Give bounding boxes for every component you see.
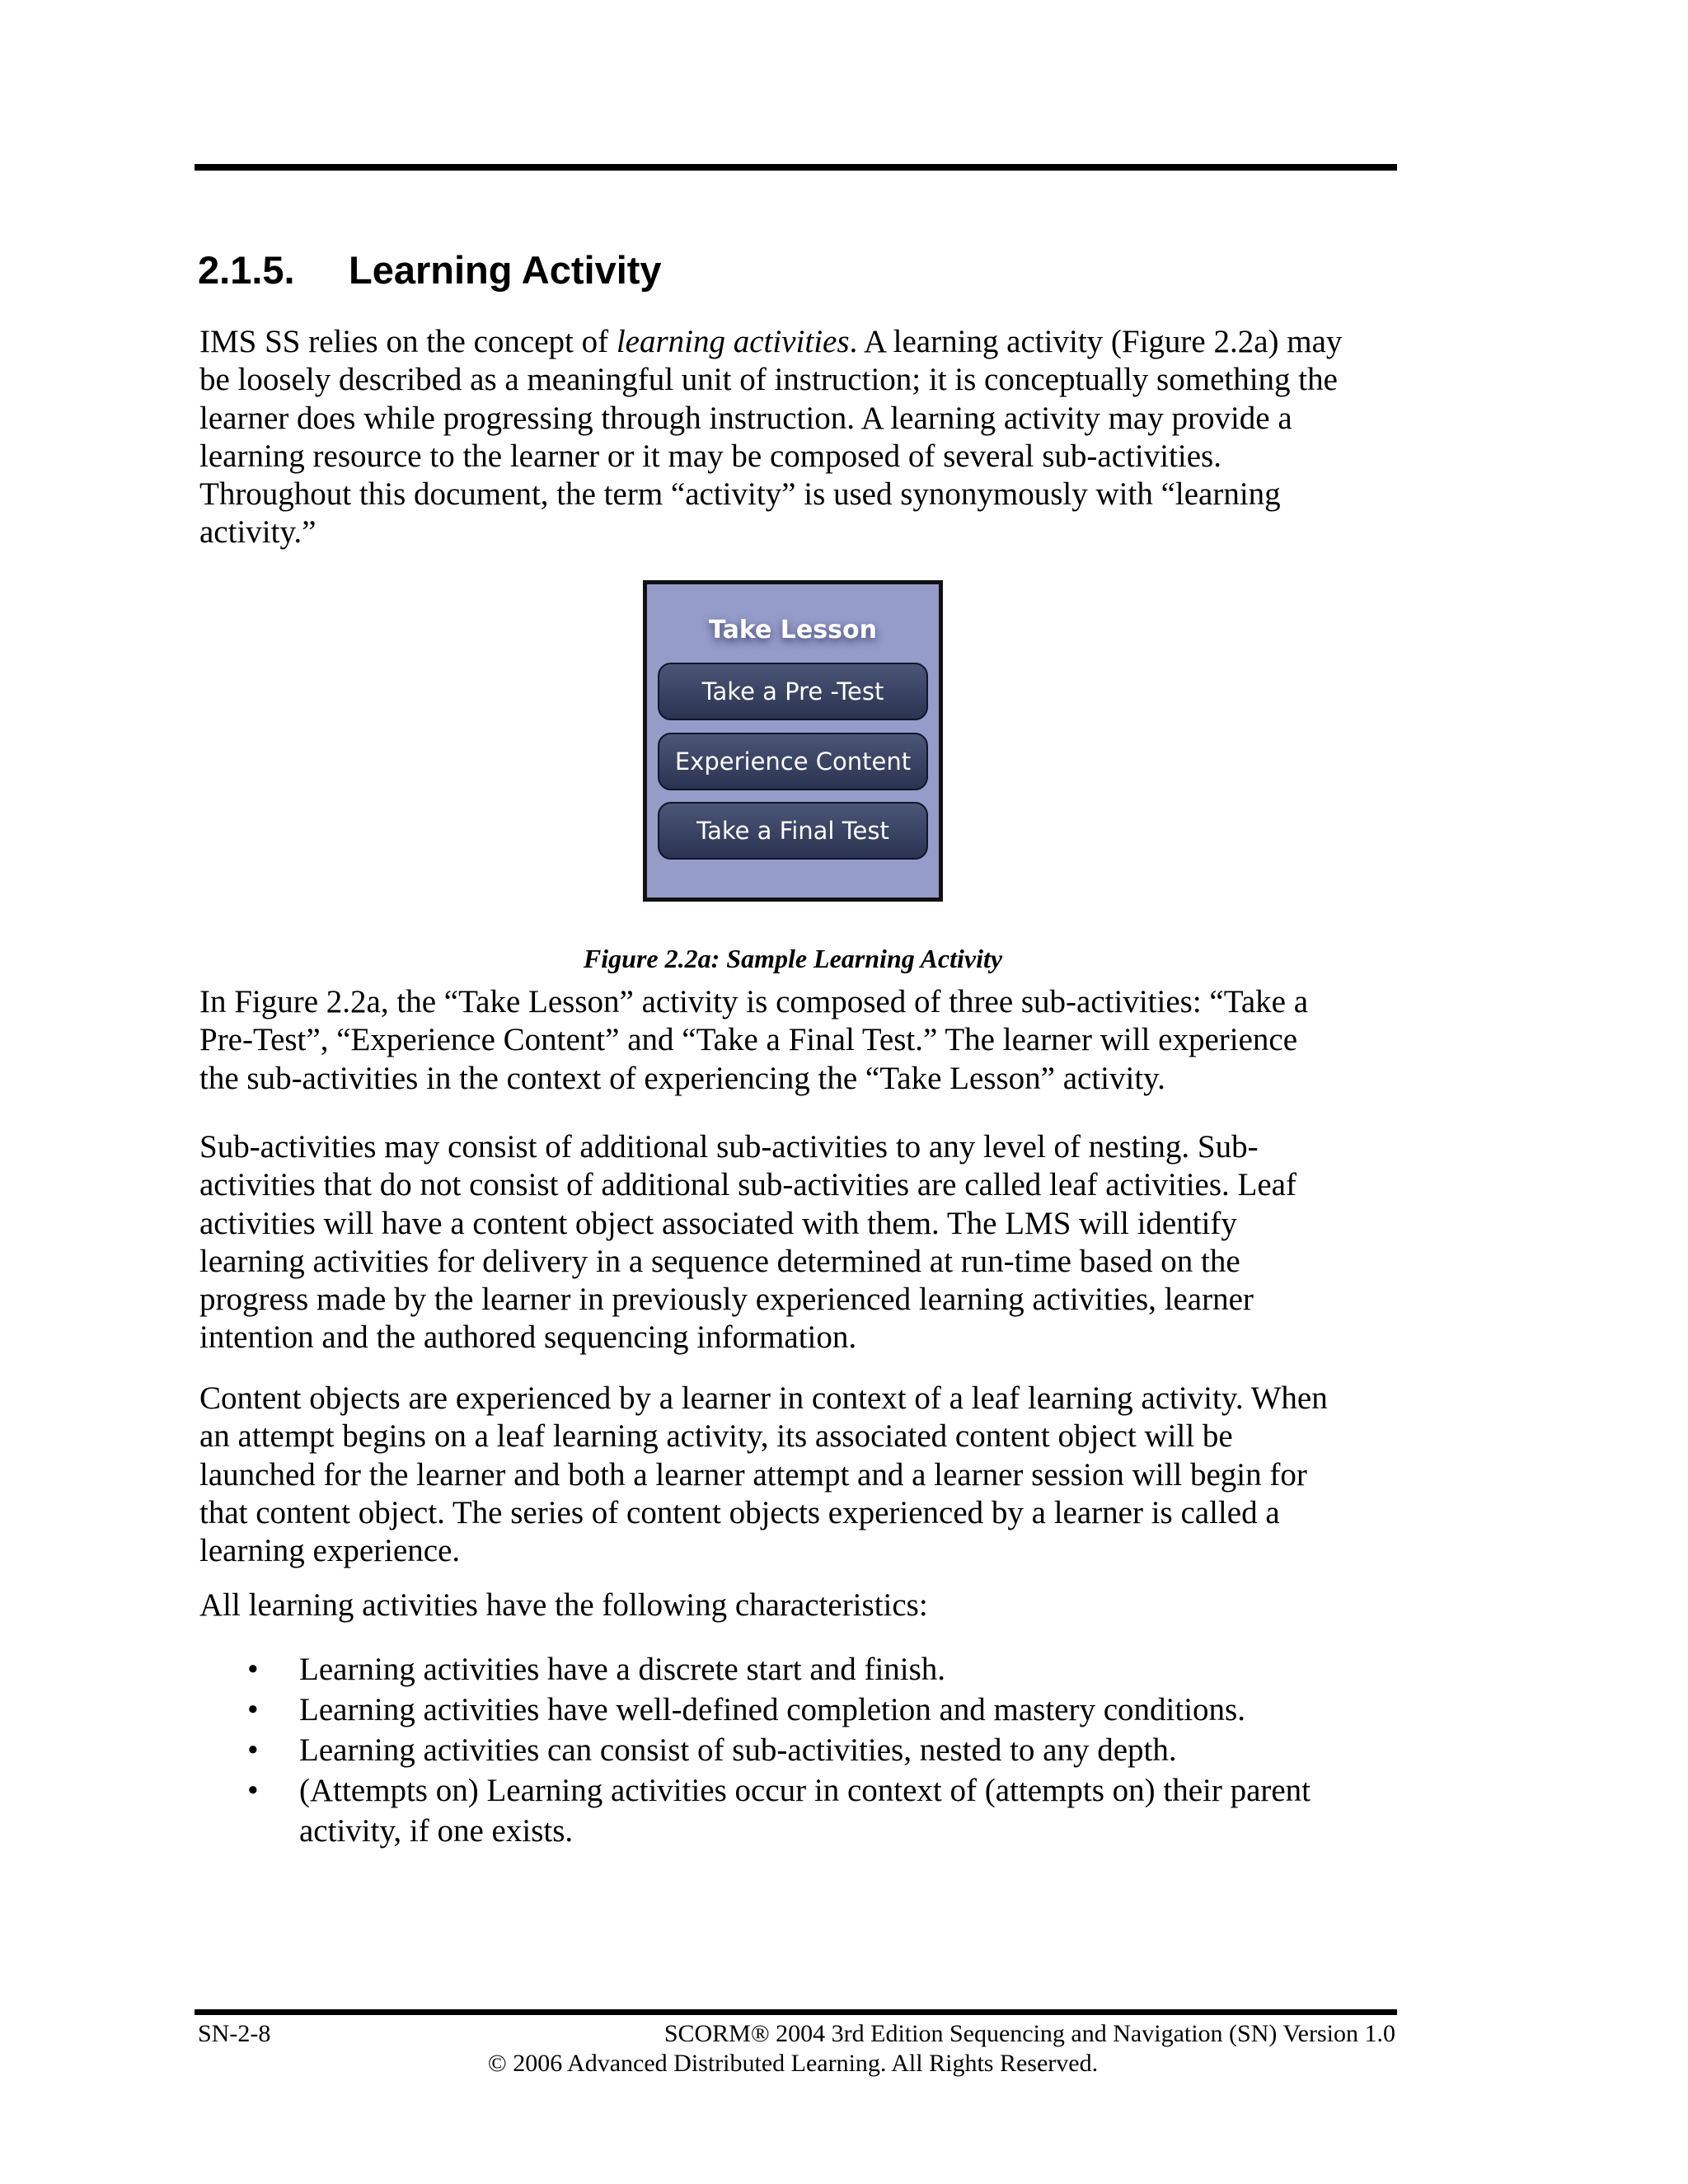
header-rule <box>195 164 1397 171</box>
paragraph-line: the sub-activities in the context of experiencing the “Take Lesson” activity. <box>199 1060 1165 1096</box>
section-title: Learning Activity <box>349 248 662 292</box>
figure-title: Take Lesson <box>709 616 877 644</box>
paragraph-line: learning experience. <box>199 1533 461 1569</box>
paragraph-line: Sub-activities may consist of additional sub-activities to any level of nesting. Sub- <box>199 1129 1259 1165</box>
intro-line: Throughout this document, the term “activity” is used synonymously with “learning <box>199 476 1281 513</box>
paragraph-line: Pre-Test”, “Experience Content” and “Take a Final Test.” The learner will experience <box>199 1022 1298 1058</box>
bullet-icon: • <box>247 1732 259 1768</box>
figure-caption: Figure 2.2a: Sample Learning Activity <box>583 944 1003 973</box>
section-number: 2.1.5. <box>198 248 295 292</box>
figure-item-experience-content: Experience Content <box>658 733 928 790</box>
section-heading <box>198 246 662 295</box>
list-item-text: Learning activities can consist of sub-activities, nested to any depth. <box>299 1732 1177 1768</box>
characteristics-list <box>199 1649 1311 1851</box>
footer-rule <box>195 2009 1397 2015</box>
paragraph-line: activities will have a content object associated with them. The LMS will identify <box>199 1205 1237 1241</box>
paragraph-line: All learning activities have the following characteristics: <box>199 1587 928 1623</box>
paragraph-line: Content objects are experienced by a learner in context of a leaf learning activity. When <box>199 1380 1328 1416</box>
intro-text: . A learning activity (Figure 2.2a) may <box>849 324 1343 359</box>
paragraph-characteristics-intro <box>199 1586 1436 1624</box>
paragraph-line: learning activities for delivery in a sequence determined at run-time based on the <box>199 1243 1240 1279</box>
footer-copyright: © 2006 Advanced Distributed Learning. All Rights Reserved. <box>487 2050 1099 2077</box>
list-item-text: Learning activities have a discrete start and finish. <box>299 1652 946 1687</box>
paragraph-line: intention and the authored sequencing information. <box>199 1319 857 1356</box>
bullet-icon: • <box>247 1652 259 1687</box>
figure-item-final-test: Take a Final Test <box>658 802 928 860</box>
paragraph-line: an attempt begins on a leaf learning activity, its associated content object will be <box>199 1418 1233 1455</box>
intro-paragraph <box>199 323 1436 552</box>
figure-item-pre-test: Take a Pre -Test <box>658 663 928 720</box>
learning-activity-figure <box>643 580 943 902</box>
paragraph-content-objects <box>199 1380 1436 1570</box>
paragraph-line: that content object. The series of content objects experienced by a learner is called a <box>199 1494 1280 1530</box>
list-item <box>199 1690 1311 1730</box>
bullet-icon: • <box>247 1773 259 1808</box>
intro-line: be loosely described as a meaningful unit of instruction; it is conceptually something the <box>199 362 1338 398</box>
list-item-text: (Attempts on) Learning activities occur in context of (attempts on) their parent <box>299 1773 1311 1808</box>
intro-italic-term: learning activities <box>616 324 850 359</box>
list-item <box>199 1730 1311 1770</box>
list-item-text: Learning activities have well-defined completion and mastery conditions. <box>299 1692 1245 1727</box>
bullet-icon: • <box>247 1692 259 1727</box>
list-item <box>199 1770 1311 1851</box>
paragraph-figure-explanation <box>199 983 1436 1098</box>
list-item <box>199 1649 1311 1690</box>
paragraph-line: In Figure 2.2a, the “Take Lesson” activity is composed of three sub-activities: “Take a <box>199 984 1309 1019</box>
intro-text: IMS SS relies on the concept of <box>199 324 617 359</box>
paragraph-sub-activities <box>199 1128 1436 1357</box>
paragraph-line: progress made by the learner in previously experienced learning activities, learner <box>199 1282 1254 1318</box>
intro-line: activity.” <box>199 514 316 551</box>
footer-page-id: SN-2-8 <box>198 2020 271 2047</box>
list-item-text: activity, if one exists. <box>299 1813 574 1849</box>
intro-line: learner does while progressing through instruction. A learning activity may provide a <box>199 400 1292 436</box>
intro-line <box>199 323 1436 361</box>
intro-line: learning resource to the learner or it may be composed of several sub-activities. <box>199 438 1221 474</box>
paragraph-line: launched for the learner and both a learner attempt and a learner session will begin for <box>199 1456 1307 1493</box>
footer-doc-title: SCORM® 2004 3rd Edition Sequencing and Navigation (SN) Version 1.0 <box>663 2020 1395 2047</box>
paragraph-line: activities that do not consist of additional sub-activities are called leaf activities. Leaf <box>199 1167 1296 1203</box>
